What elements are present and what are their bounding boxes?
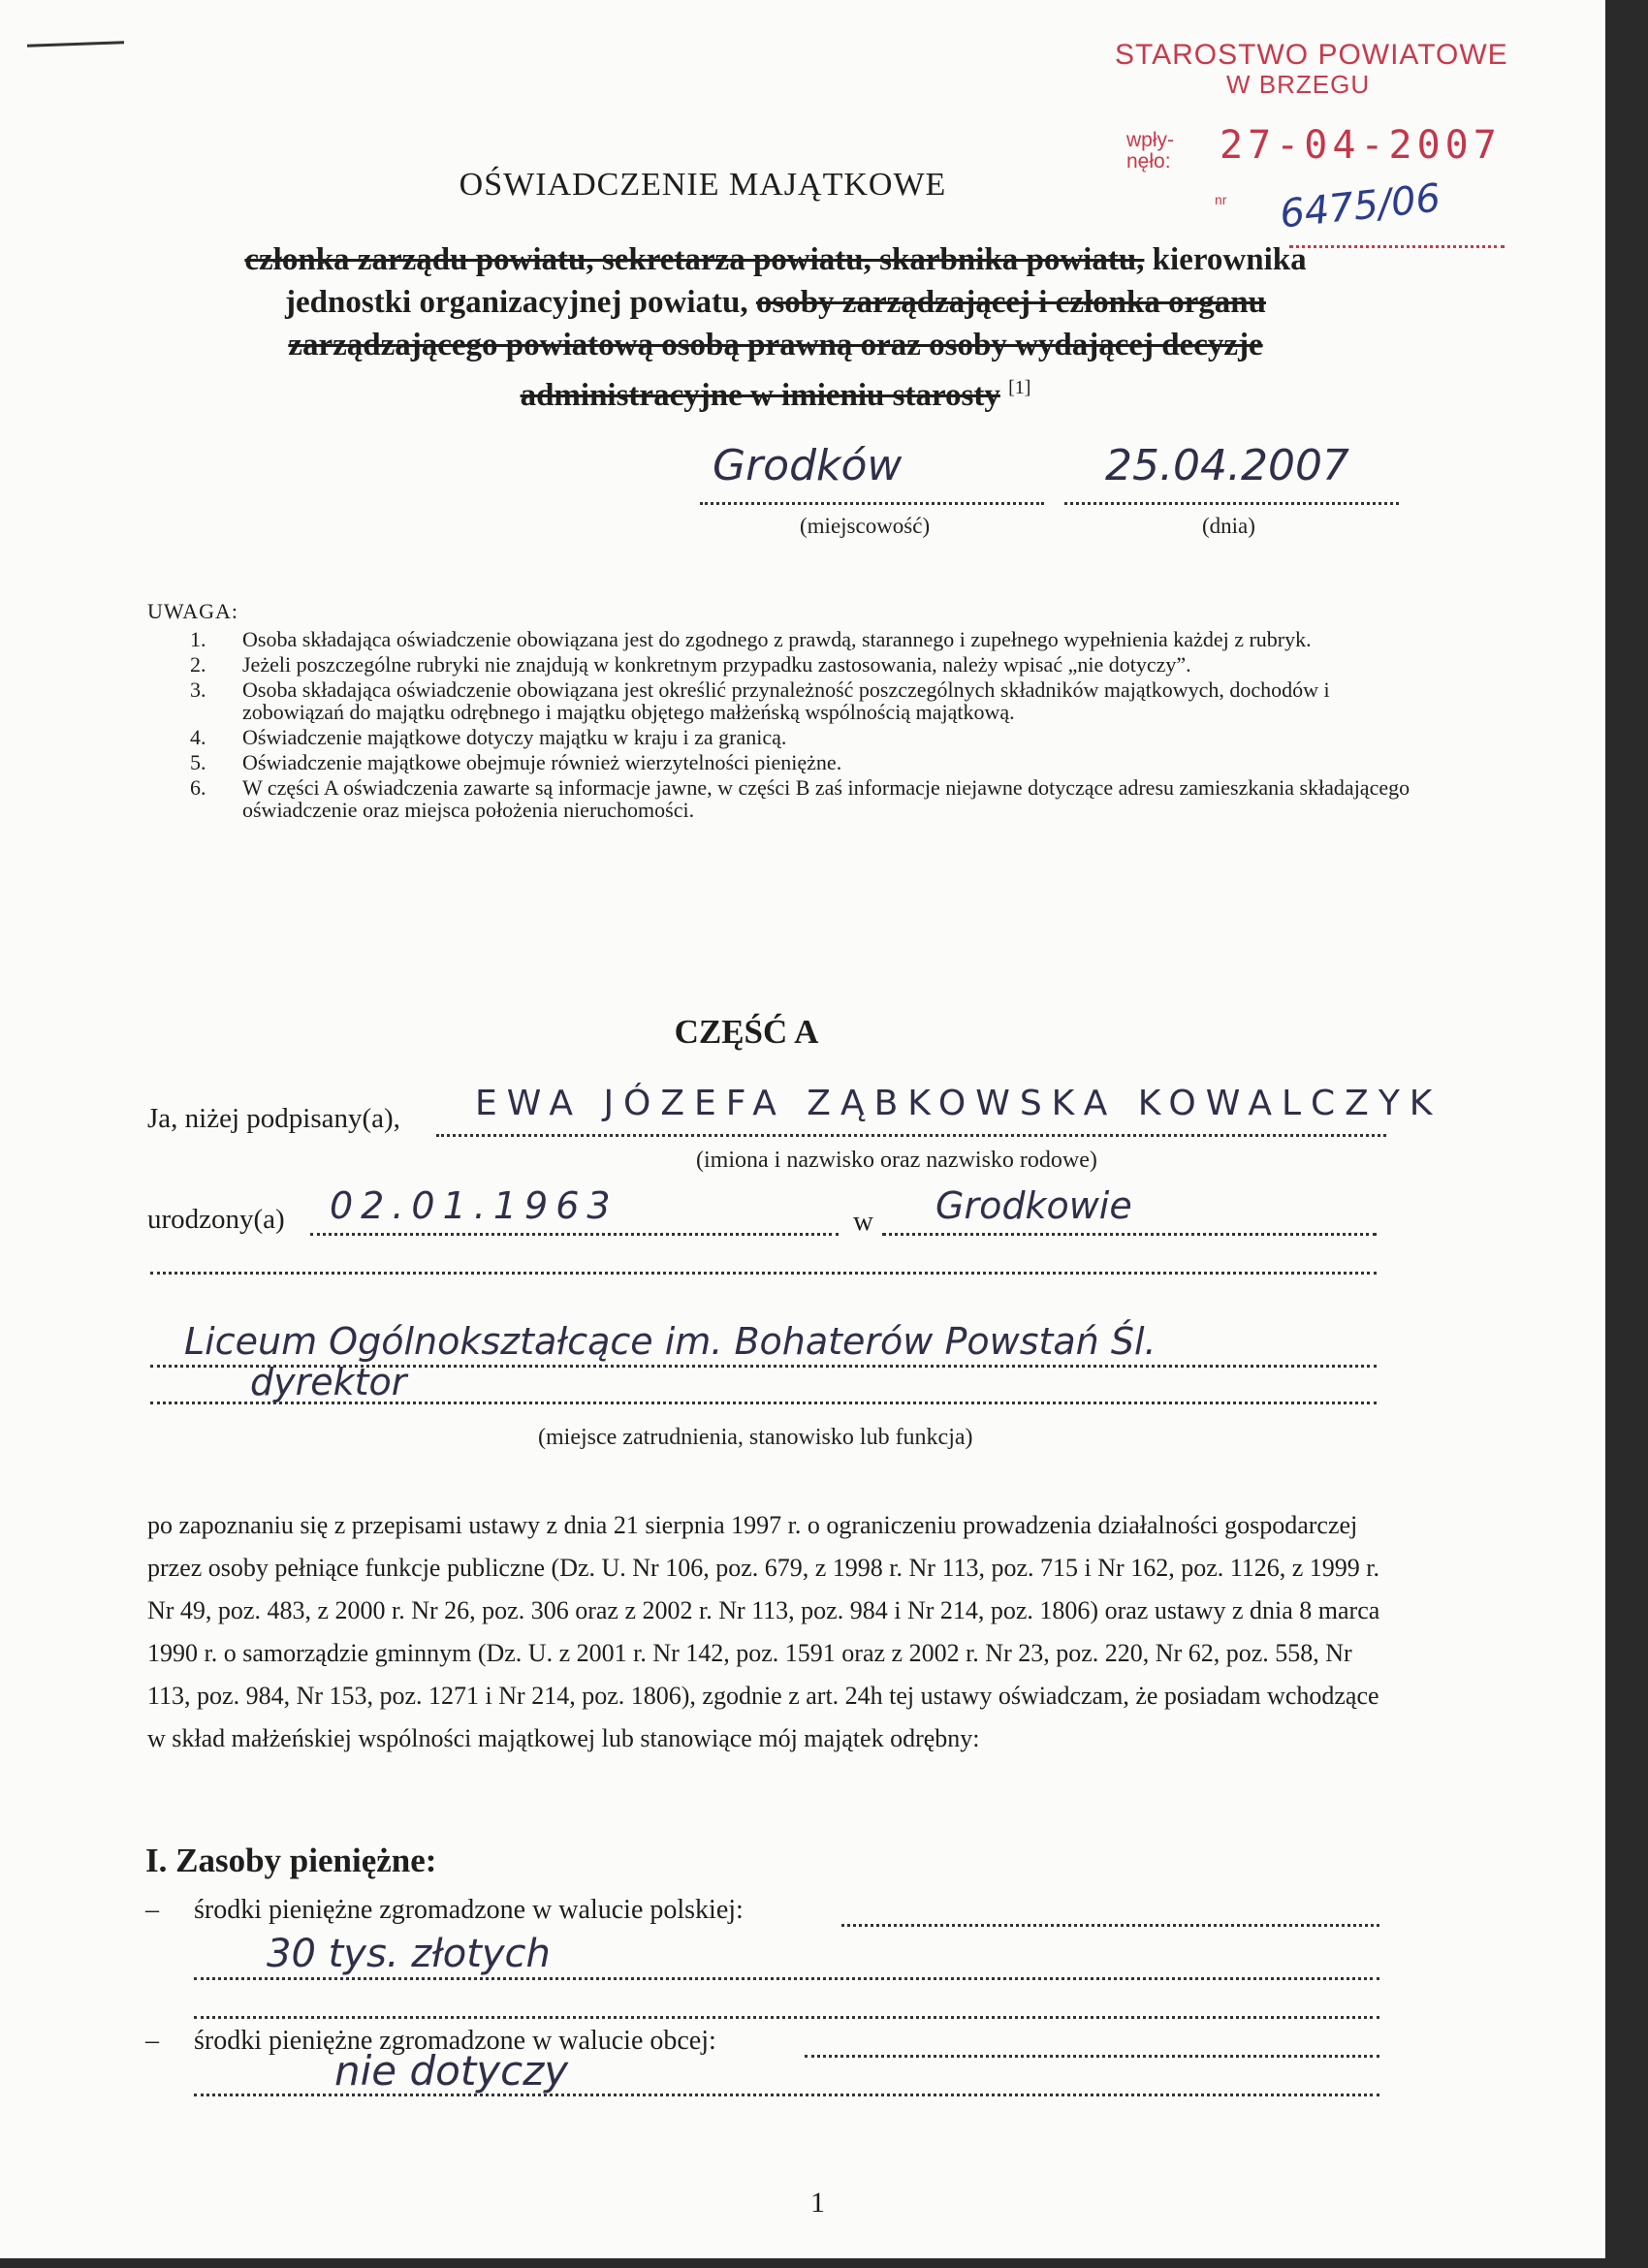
- stamp-office-name: STAROSTWO POWIATOWE: [1115, 39, 1508, 71]
- employment-dotted-line-1: [150, 1272, 1377, 1275]
- birth-date-dotted-line: [310, 1233, 839, 1236]
- footnote-marker: [1]: [1008, 377, 1031, 398]
- pln-dotted-line-2: [194, 2016, 1379, 2019]
- subtitle-line-2: [145, 281, 1406, 324]
- note-number: 5.: [190, 750, 206, 774]
- name-caption: (imiona i nazwisko oraz nazwisko rodowe): [696, 1148, 1097, 1173]
- subtitle-line-3: [145, 324, 1406, 366]
- foreign-value: nie dotyczy: [334, 2047, 569, 2095]
- note-item: [184, 678, 1435, 723]
- note-number: 1.: [190, 627, 206, 651]
- part-a-heading: CZĘŚĆ A: [674, 1013, 819, 1051]
- subtitle-line-1: [145, 238, 1406, 281]
- date-caption: (dnia): [1202, 514, 1255, 538]
- pln-label: środki pieniężne zgromadzone w walucie polskiej:: [194, 1895, 744, 1925]
- birth-date-value: 02.01.1963: [330, 1184, 618, 1227]
- subtitle-struck-1: członka zarządu powiatu, sekretarza powiatu, skarbnika powiatu,: [244, 242, 1145, 277]
- pln-dotted-line-0: [841, 1924, 1379, 1927]
- section-1-heading: I. Zasoby pieniężne:: [145, 1842, 437, 1879]
- legal-basis-paragraph: po zapoznaniu się z przepisami ustawy z dnia 21 sierpnia 1997 r. o ograniczeniu prowadzenia działalności gospodarczej przez osoby pełniące funkcje publiczne (Dz. U. Nr 106, poz. 679, z 1998 r. Nr 113, poz. 715 i Nr 162, poz. 1126, z 1999 r. Nr 49, poz. 483, z 2000 r. Nr 26, poz. 306 oraz z 2002 r. Nr 113, poz. 984 i Nr 214, poz. 1806) oraz ustawy z dnia 8 marca 1990 r. o samorządzie gminnym (Dz. U. z 2001 r. Nr 142, poz. 1591 oraz z 2002 r. Nr 23, poz. 220, Nr 62, poz. 558, Nr 113, poz. 984, Nr 153, poz. 1271 i Nr 214, poz. 1806), zgodnie z art. 24h tej ustawy oświadczam, że posiadam wchodzące w skład małżeńskiej wspólności majątkowej lub stanowiące mój majątek odrębny:: [147, 1511, 1380, 1752]
- bullet-dash: –: [145, 2026, 159, 2056]
- date-dotted-line: [1064, 502, 1399, 505]
- foreign-dotted-line-0: [805, 2055, 1379, 2058]
- subtitle-struck-2: osoby zarządzającej i członka organu: [755, 285, 1266, 320]
- note-item: [184, 751, 1435, 773]
- note-item: [184, 726, 1435, 748]
- subtitle-line-4: [145, 366, 1406, 417]
- note-item: [184, 653, 1435, 676]
- birth-place-value: Grodkowie: [935, 1184, 1132, 1227]
- declarant-label: Ja, niżej podpisany(a),: [147, 1103, 400, 1134]
- place-dotted-line: [700, 502, 1044, 505]
- employment-value: Liceum Ogólnokształcące im. Bohaterów Powstań Śl.: [184, 1320, 1157, 1363]
- page-number: 1: [810, 2187, 825, 2219]
- stamp-reg-label: nr: [1215, 192, 1227, 207]
- subtitle-kept-1: kierownika: [1144, 242, 1307, 277]
- pln-dotted-line-1: [194, 1977, 1379, 1980]
- note-text: Oświadczenie majątkowe dotyczy majątku w kraju i za granicą.: [242, 725, 787, 749]
- stamp-received-label-2: nęło:: [1126, 150, 1171, 173]
- handwritten-reg-number: 6475/06: [1278, 175, 1443, 237]
- place-caption: (miejscowość): [800, 514, 931, 538]
- born-label: urodzony(a): [147, 1204, 285, 1235]
- name-dotted-line: [436, 1134, 1386, 1137]
- note-number: 2.: [190, 652, 206, 677]
- declarant-name-value: EWA JÓZEFA ZĄBKOWSKA KOWALCZYK: [475, 1084, 1442, 1123]
- foreign-label: środki pieniężne zgromadzone w walucie obcej:: [194, 2026, 716, 2056]
- note-text: Osoba składająca oświadczenie obowiązana jest do zgodnego z prawdą, starannego i zupełnego wypełnienia każdej z rubryk.: [242, 627, 1312, 651]
- note-text: W części A oświadczenia zawarte są informacje jawne, w części B zaś informacje niejawne dotyczące adresu zamieszkania składającego oświadczenie oraz miejsca położenia nieruchomości.: [242, 775, 1410, 822]
- date-value: 25.04.2007: [1105, 441, 1349, 490]
- place-value: Grodków: [713, 441, 903, 490]
- note-item: [184, 776, 1435, 821]
- scan-edge-right: [1605, 0, 1648, 2268]
- in-label: w: [853, 1206, 873, 1237]
- notes-heading: UWAGA:: [147, 599, 238, 623]
- stamp-received-label-1: wpły-: [1126, 129, 1175, 151]
- subtitle-struck-4: administracyjne w imieniu starosty: [520, 378, 1000, 413]
- bullet-dash: –: [145, 1895, 159, 1925]
- note-text: Osoba składająca oświadczenie obowiązana jest określić przynależność poszczególnych składników majątkowych, dochodów i zobowiązań do majątku odrębnego i majątku objętego małżeńską wspólnością majątkową.: [242, 677, 1330, 724]
- subtitle-struck-3: zarządzającego powiatową osobą prawną oraz osoby wydającej decyzje: [288, 328, 1263, 362]
- employment-caption: (miejsce zatrudnienia, stanowisko lub funkcja): [538, 1425, 973, 1450]
- stamp-office-city: W BRZEGU: [1226, 70, 1371, 99]
- birth-place-dotted-line: [882, 1233, 1377, 1236]
- note-text: Oświadczenie majątkowe obejmuje również wierzytelności pieniężne.: [242, 750, 842, 774]
- note-number: 3.: [190, 677, 206, 702]
- position-value: dyrektor: [250, 1361, 407, 1403]
- note-text: Jeżeli poszczególne rubryki nie znajdują w konkretnym przypadku zastosowania, należy wpisać „nie dotyczy”.: [242, 652, 1191, 677]
- note-number: 6.: [190, 775, 206, 800]
- notes-list: [184, 628, 1435, 824]
- scan-edge-bottom: [0, 2258, 1648, 2268]
- stamp-received-date: 27-04-2007: [1220, 123, 1502, 168]
- note-item: [184, 628, 1435, 650]
- note-number: 4.: [190, 725, 206, 749]
- document-title: OŚWIADCZENIE MAJĄTKOWE: [459, 167, 947, 203]
- subtitle-kept-2: jednostki organizacyjnej powiatu,: [285, 285, 756, 320]
- pln-value: 30 tys. złotych: [267, 1932, 551, 1976]
